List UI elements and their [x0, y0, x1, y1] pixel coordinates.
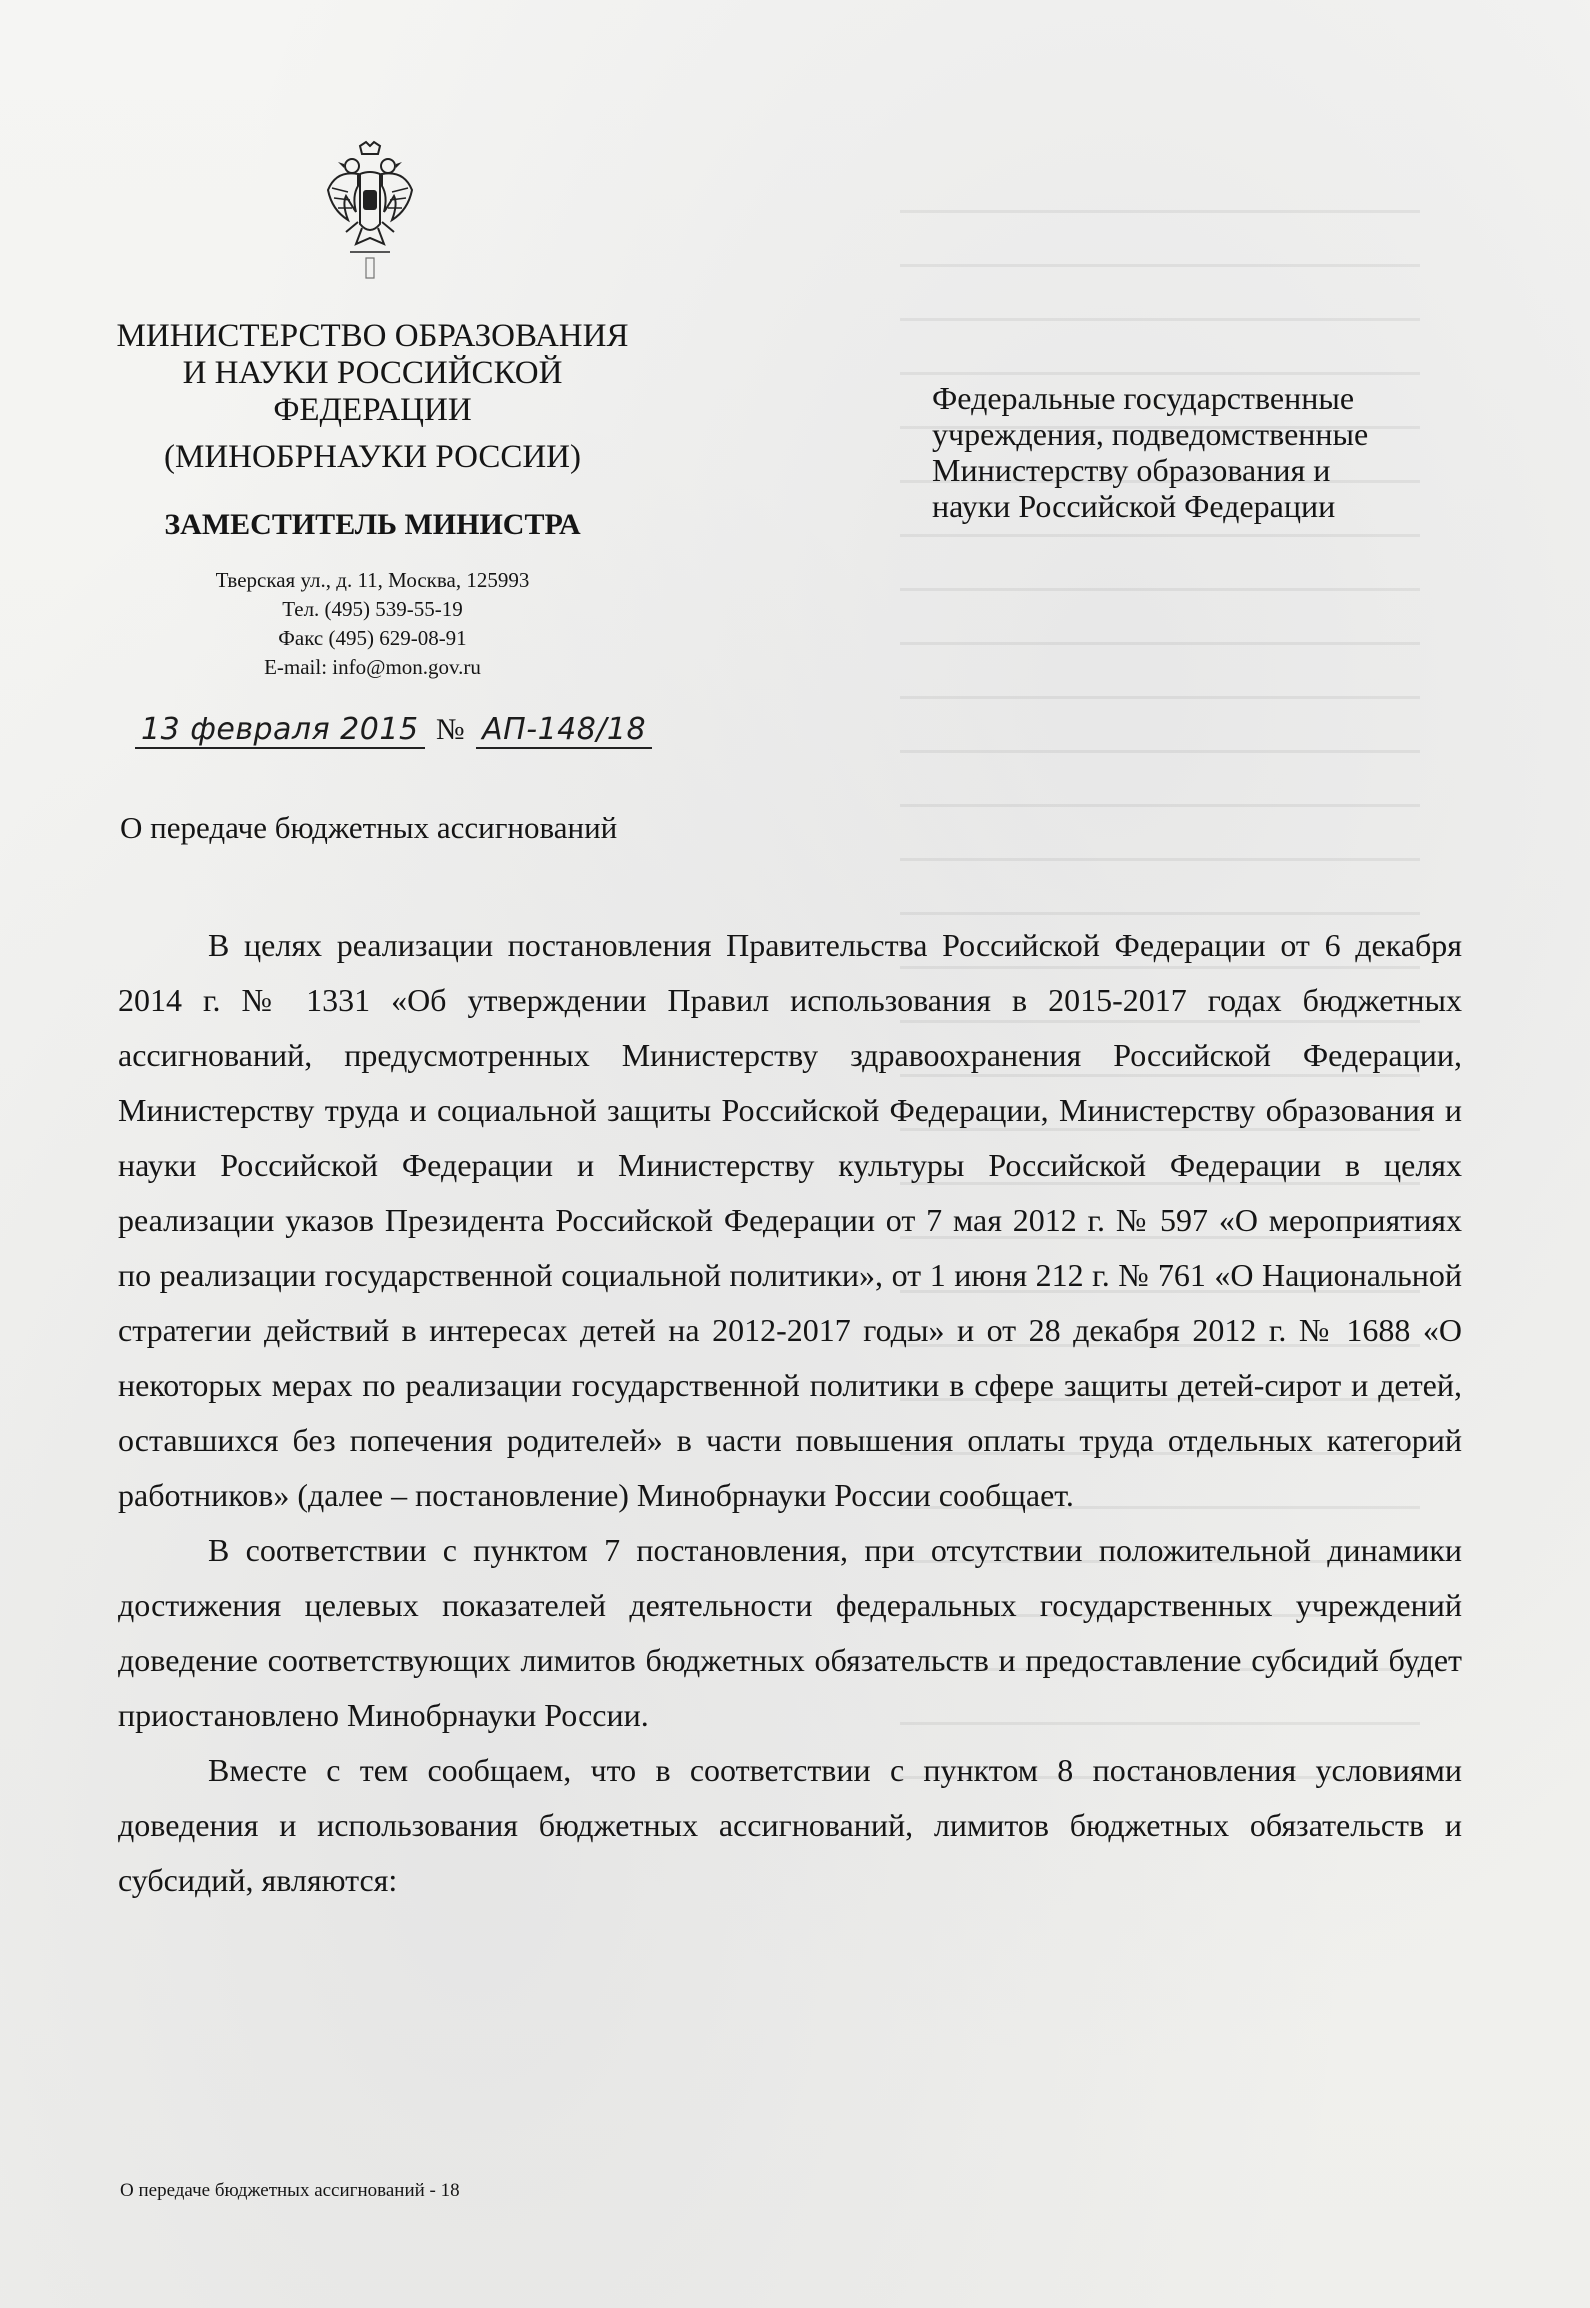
- body-paragraph: В соответствии с пунктом 7 постановления, при отсутствии положительной динамики достижения целевых показателей деятельности федеральных государственных учреждений доведение соответствующих лимитов бюджетных обязательств и предоставление субсидий будет приостановлено Минобрнауки России.: [118, 1532, 1462, 1733]
- fax: Факс (495) 629-08-91: [278, 626, 467, 650]
- addressee-line-4: науки Российской Федерации: [932, 488, 1336, 524]
- ministry-name-line-3: ФЕДЕРАЦИИ: [273, 392, 472, 428]
- contacts-block: [120, 566, 625, 682]
- addressee-line-3: Министерству образования и: [932, 452, 1331, 488]
- ministry-name-line-2: И НАУКИ РОССИЙСКОЙ: [182, 355, 563, 391]
- email: E-mail: info@mon.gov.ru: [264, 655, 481, 679]
- letter-number: АП-148/18: [476, 712, 652, 749]
- ministry-abbreviation: (МИНОБРНАУКИ РОССИИ): [163, 439, 581, 475]
- ministry-name-line-1: МИНИСТЕРСТВО ОБРАЗОВАНИЯ: [116, 318, 629, 354]
- letter-body: [118, 918, 1462, 1908]
- body-paragraph: Вместе с тем сообщаем, что в соответствии с пунктом 8 постановления условиями доведения и использования бюджетных ассигнований, лимитов бюджетных обязательств и субсидий, являются:: [118, 1752, 1462, 1898]
- body-paragraph: В целях реализации постановления Правительства Российской Федерации от 6 декабря 2014 г. № 1331 «Об утверждении Правил использования в 2015-2017 годах бюджетных ассигнований, предусмотренных Министерству здравоохранения Российской Федерации, Министерству труда и социальной защиты Российской Федерации, Министерству образования и науки Российской Федерации и Министерству культуры Российской Федерации в целях реализации указов Президента Российской Федерации от 7 мая 2012 г. № 597 «О мероприятиях по реализации государственной социальной политики», от 1 июня 212 г. № 761 «О Национальной стратегии действий в интересах детей на 2012-2017 годы» и от 28 декабря 2012 г. № 1688 «О некоторых мерах по реализации государственной политики в сфере защиты детей-сирот и детей, оставшихся без попечения родителей» в части повышения оплаты труда отдельных категорий работников» (далее – постановление) Минобрнауки России сообщает.: [118, 927, 1462, 1513]
- letter-date: 13 февраля 2015: [135, 712, 425, 749]
- deputy-minister-title: ЗАМЕСТИТЕЛЬ МИНИСТРА: [164, 508, 581, 541]
- registration-line: [135, 712, 652, 752]
- phone: Тел. (495) 539-55-19: [282, 597, 463, 621]
- coat-of-arms-icon: [322, 140, 418, 284]
- address: Тверская ул., д. 11, Москва, 125993: [215, 568, 530, 592]
- addressee-block: [932, 380, 1472, 524]
- addressee-line-1: Федеральные государственные: [932, 380, 1355, 416]
- number-sign: №: [436, 713, 465, 746]
- letter-subject: О передаче бюджетных ассигнований: [120, 810, 618, 845]
- ministry-name-block: [100, 318, 645, 476]
- footer-reference: О передаче бюджетных ассигнований - 18: [120, 2180, 460, 2201]
- addressee-line-2: учреждения, подведомственные: [932, 416, 1369, 452]
